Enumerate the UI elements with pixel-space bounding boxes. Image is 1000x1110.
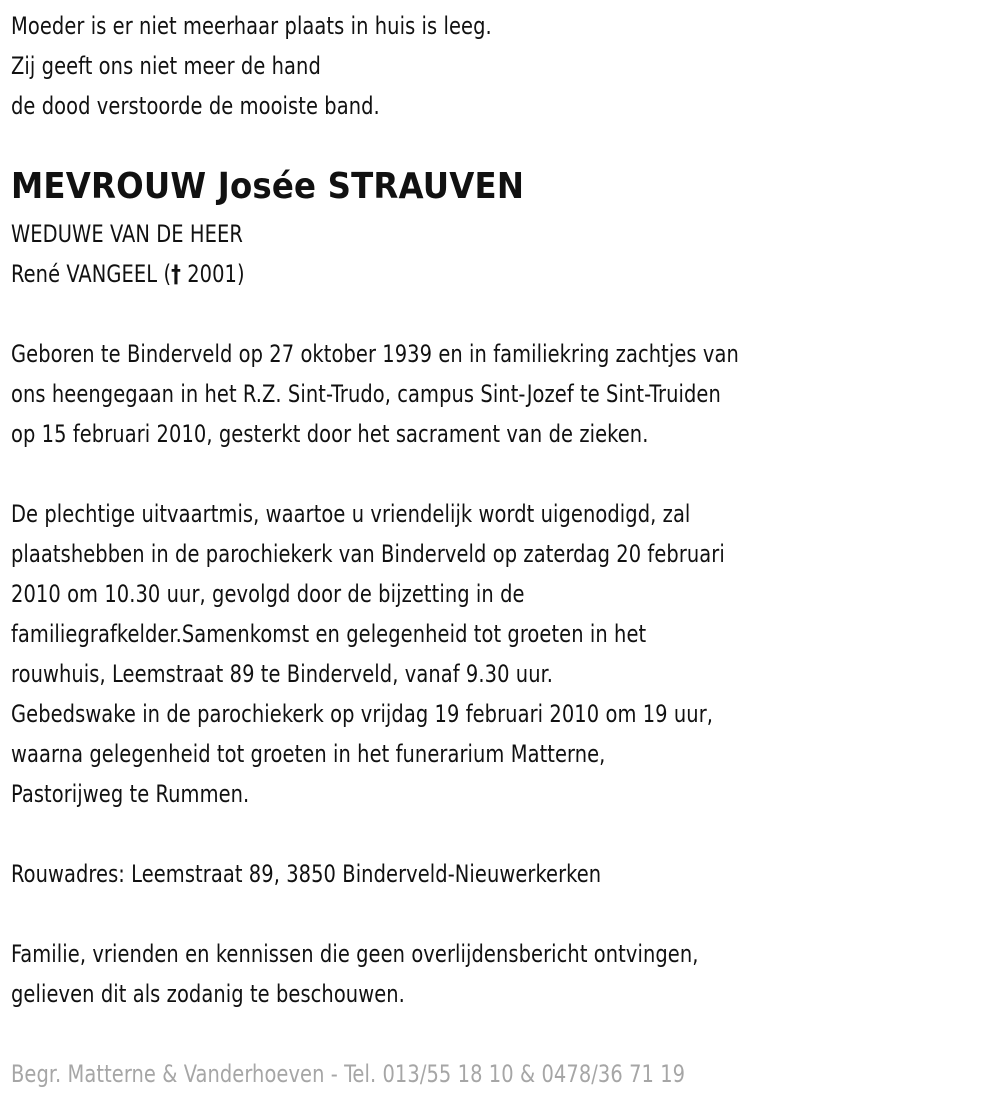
deceased-name-heading: MEVROUW Josée STRAUVEN [11, 166, 525, 207]
widow-label: WEDUWE VAN DE HEER [11, 220, 243, 248]
paragraph-line: op 15 februari 2010, gesterkt door het sacrament van de zieken. [11, 420, 649, 448]
family-notice-paragraph [11, 934, 775, 1014]
poem-line: Zij geeft ons niet meer de hand [11, 52, 321, 80]
funeral-details-paragraph [11, 494, 804, 814]
paragraph-line: waarna gelegenheid tot groeten in het funerarium Matterne, [11, 740, 606, 768]
paragraph-line: gelieven dit als zodanig te beschouwen. [11, 980, 405, 1008]
paragraph-line: Gebedswake in de parochiekerk op vrijdag 19 februari 2010 om 19 uur, [11, 700, 714, 728]
mourning-address [11, 854, 667, 894]
memorial-poem [11, 6, 545, 126]
poem-line: de dood verstoorde de mooiste band. [11, 92, 380, 120]
paragraph-line: Familie, vrienden en kennissen die geen overlijdensbericht ontvingen, [11, 940, 699, 968]
paragraph-line: plaatshebben in de parochiekerk van Binderveld op zaterdag 20 februari [11, 540, 725, 568]
widow-info [11, 214, 271, 294]
cross-icon: † [171, 260, 181, 288]
paragraph-line: Pastorijweg te Rummen. [11, 780, 250, 808]
address-line: Rouwadres: Leemstraat 89, 3850 Binderveld-Nieuwerkerken [11, 860, 602, 888]
paragraph-line: familiegrafkelder.Samenkomst en gelegenheid tot groeten in het [11, 620, 647, 648]
paragraph-line: rouwhuis, Leemstraat 89 te Binderveld, vanaf 9.30 uur. [11, 660, 553, 688]
spouse-death-year: 2001) [180, 260, 245, 288]
spouse-name: René VANGEEL ( [11, 260, 172, 288]
paragraph-line: ons heengegaan in het R.Z. Sint-Trudo, campus Sint-Jozef te Sint-Truiden [11, 380, 721, 408]
funeral-home-footer [11, 1054, 760, 1094]
paragraph-line: Geboren te Binderveld op 27 oktober 1939 en in familiekring zachtjes van [11, 340, 739, 368]
paragraph-line: 2010 om 10.30 uur, gevolgd door de bijzetting in de [11, 580, 525, 608]
poem-line: Moeder is er niet meerhaar plaats in huis is leeg. [11, 12, 492, 40]
birth-death-paragraph [11, 334, 820, 454]
funeral-home-contact: Begr. Matterne & Vanderhoeven - Tel. 013/55 18 10 & 0478/36 71 19 [11, 1060, 686, 1088]
spouse-line [11, 254, 245, 294]
paragraph-line: De plechtige uitvaartmis, waartoe u vriendelijk wordt uigenodigd, zal [11, 500, 691, 528]
